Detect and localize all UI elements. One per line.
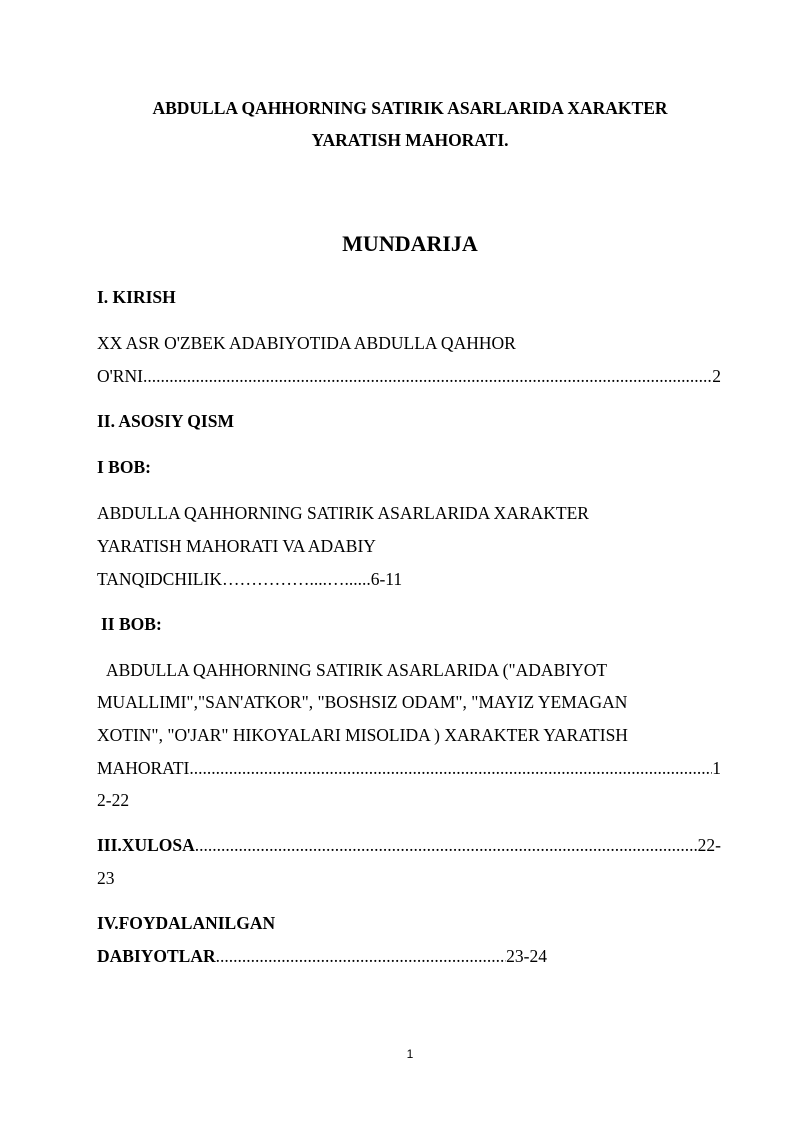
dot-leader xyxy=(143,363,712,389)
toc-conclusion-page-cont: 23 xyxy=(97,868,115,888)
toc-intro-line-1: XX ASR O'ZBEK ADABIYOTIDA ABDULLA QAHHOR xyxy=(97,333,516,353)
toc-chapter-2-line-4: MAHORATI xyxy=(97,758,190,778)
toc-conclusion-page: 22- xyxy=(697,835,721,855)
toc-chapter-2-line-3: XOTIN", "O'JAR" HIKOYALARI MISOLIDA ) XARAKTER YARATISH xyxy=(97,725,628,745)
toc-section-intro: I. KIRISH xyxy=(97,287,176,307)
toc-chapter-1-line-3: TANQIDCHILIK……………....…......6-11 xyxy=(97,569,403,589)
dot-leader xyxy=(195,832,698,858)
toc-chapter-1-line-2: YARATISH MAHORATI VA ADABIY xyxy=(97,536,376,556)
toc-section-main: II. ASOSIY QISM xyxy=(97,411,234,431)
toc-intro-line-2: O'RNI xyxy=(97,366,143,386)
toc-chapter-2-line-1: ABDULLA QAHHORNING SATIRIK ASARLARIDA ("ADABIYOT xyxy=(106,660,608,680)
toc-chapter-2-label: II BOB: xyxy=(101,614,162,634)
toc-conclusion-label: III.XULOSA xyxy=(97,835,195,855)
dot-leader xyxy=(216,943,507,969)
title-line-2: YARATISH MAHORATI. xyxy=(311,130,509,150)
toc-chapter-1-line-1: ABDULLA QAHHORNING SATIRIK ASARLARIDA XARAKTER xyxy=(97,503,589,523)
document-title xyxy=(90,92,730,156)
toc-references-label-2: DABIYOTLAR xyxy=(97,946,216,966)
toc-chapter-2-page: 1 xyxy=(712,758,721,778)
toc-chapter-2-line-2: MUALLIMI","SAN'ATKOR", "BOSHSIZ ODAM", "MAYIZ YEMAGAN xyxy=(97,692,628,712)
toc-chapter-2-page-cont: 2-22 xyxy=(97,790,130,810)
toc-references-entry xyxy=(97,943,547,969)
toc-references-page: 23-24 xyxy=(506,946,547,966)
toc-intro-entry xyxy=(97,363,721,389)
toc-references-label-1: IV.FOYDALANILGAN xyxy=(97,913,276,933)
toc-conclusion-entry xyxy=(97,832,721,858)
page-number: 1 xyxy=(406,1047,414,1061)
dot-leader xyxy=(189,755,712,781)
toc-chapter-2-entry xyxy=(97,755,721,781)
toc-heading: MUNDARIJA xyxy=(342,231,478,256)
title-line-1: ABDULLA QAHHORNING SATIRIK ASARLARIDA XARAKTER xyxy=(152,98,668,118)
toc-chapter-1-label: I BOB: xyxy=(97,457,151,477)
toc-intro-page: 2 xyxy=(712,366,721,386)
